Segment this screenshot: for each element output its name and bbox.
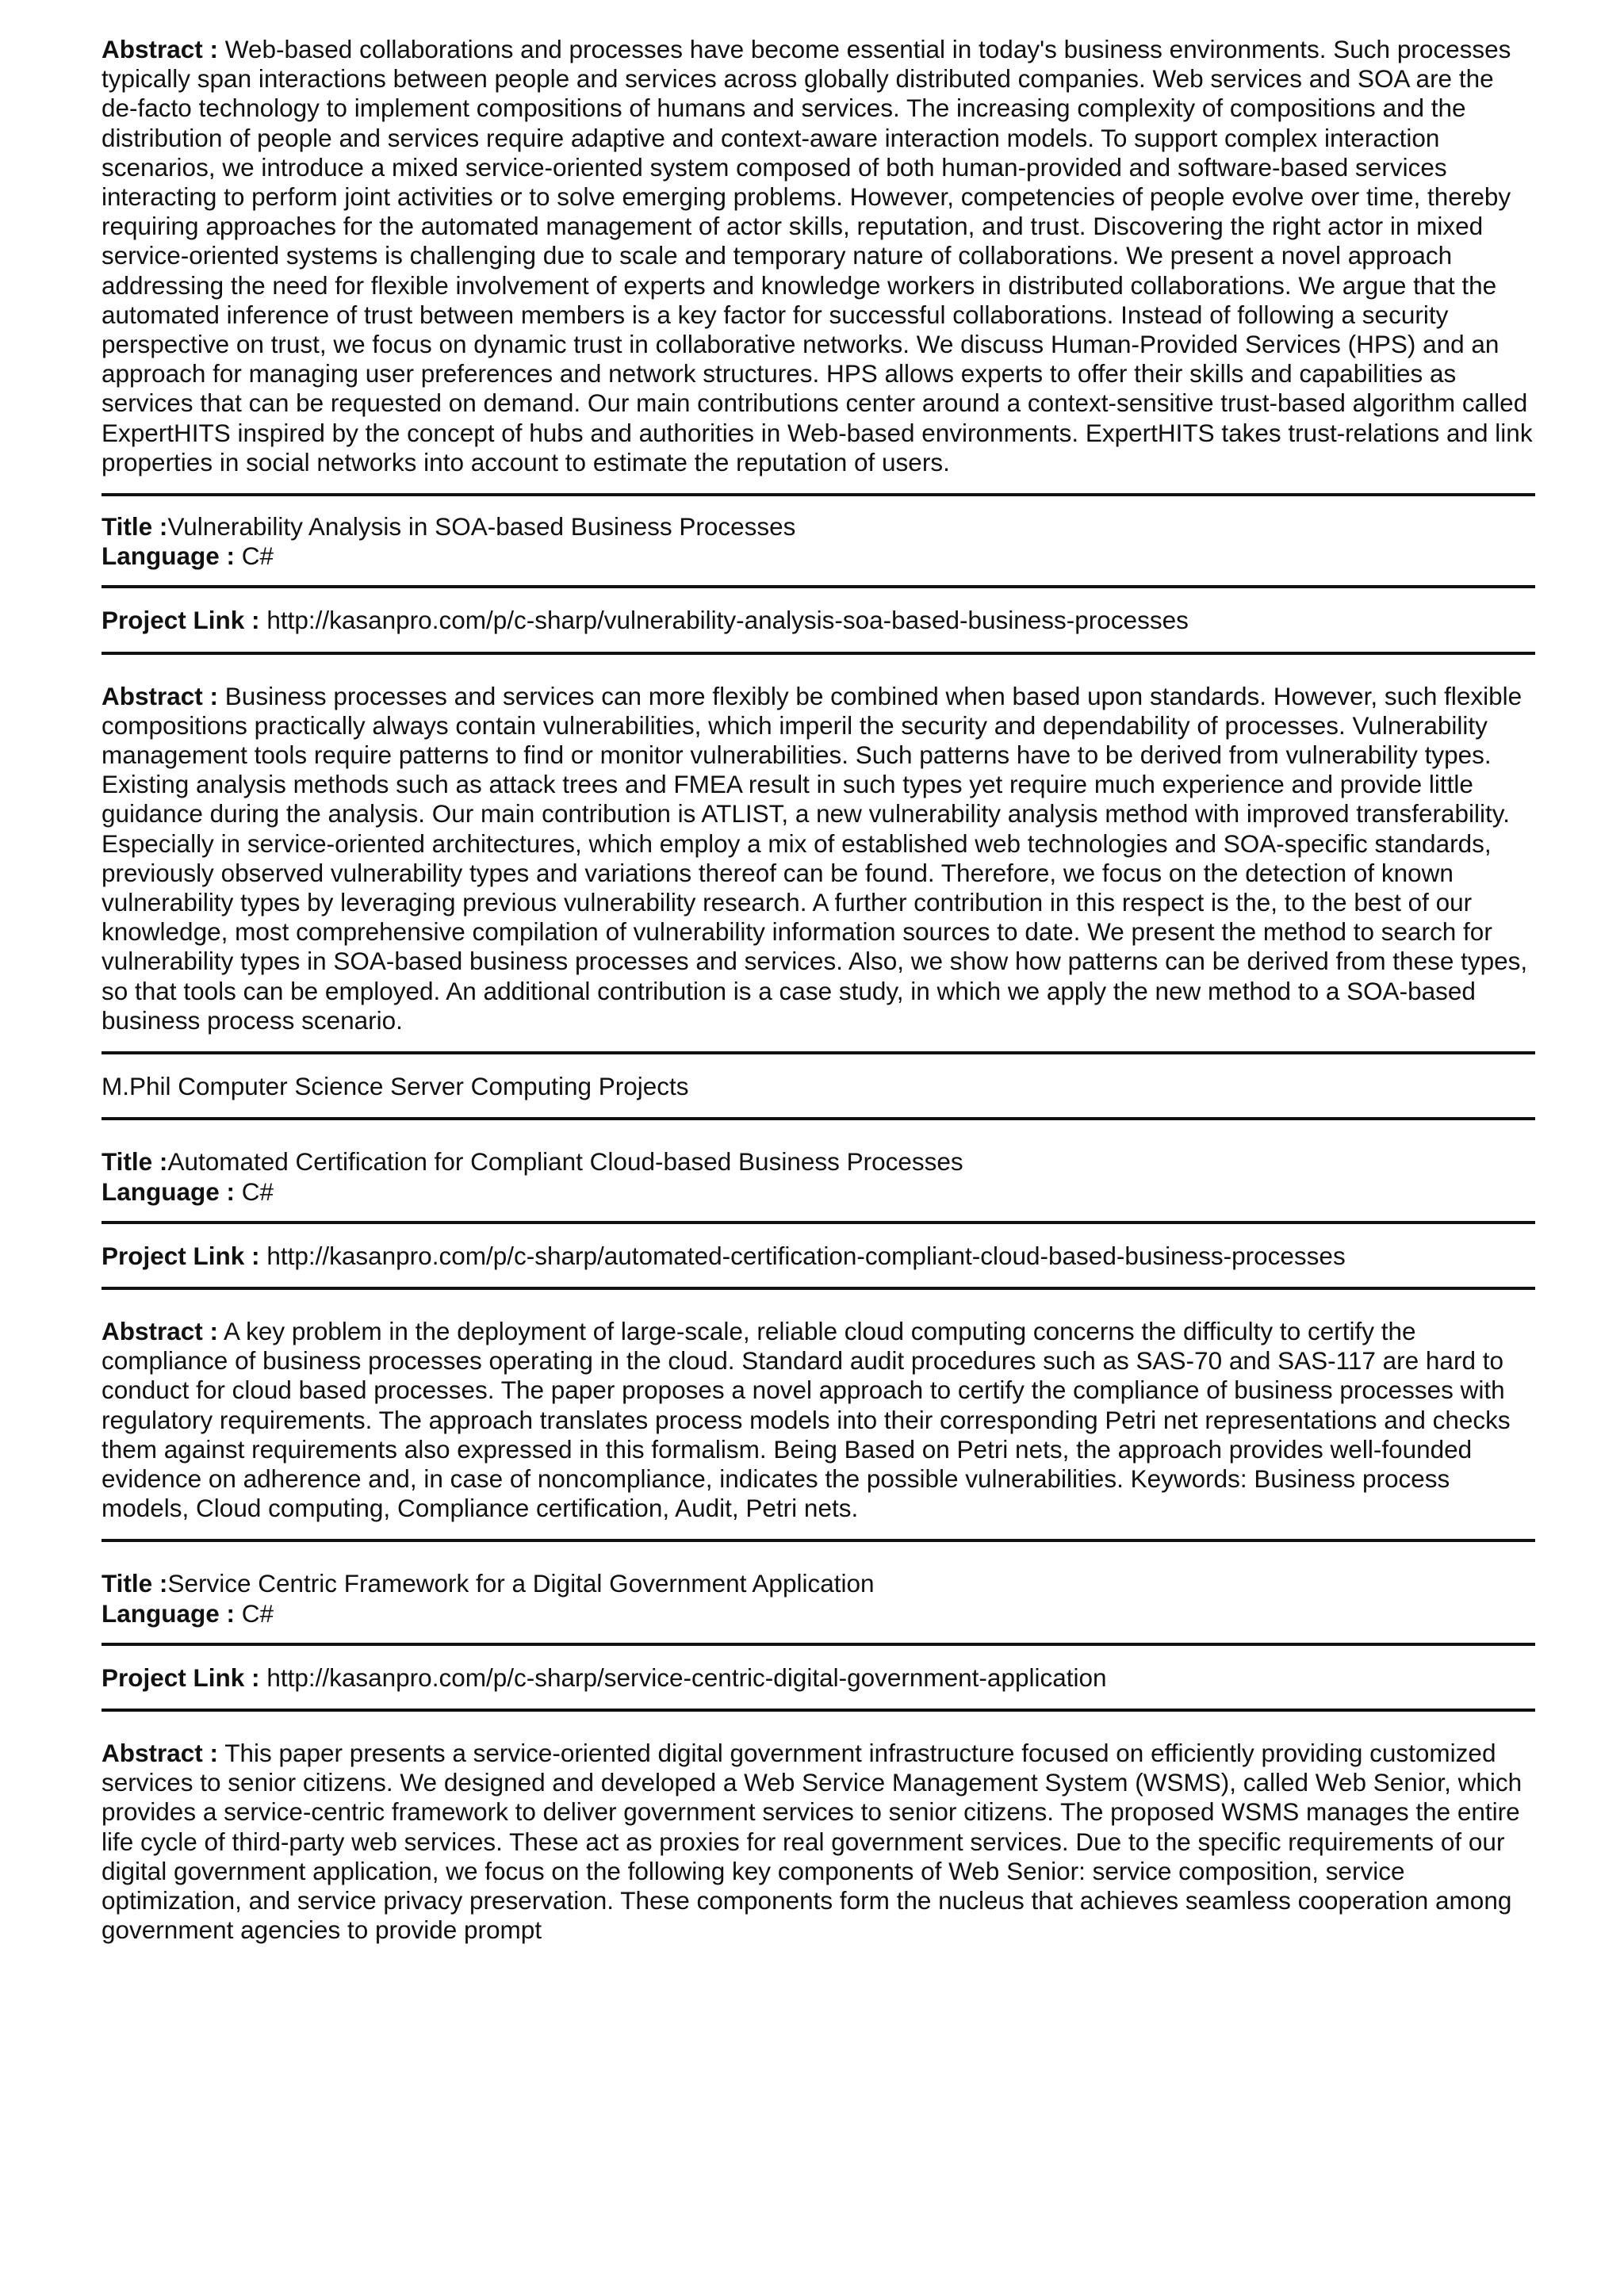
language-label: Language : bbox=[102, 541, 236, 571]
project-link-block bbox=[102, 1224, 1535, 1287]
abstract-text: Business processes and services can more flexibly be combined when based upon standards. However, such flexible compositions practically always contain vulnerabilities, which imperil the security and dependability of processes. Vulnerability management tools require patterns to find or monitor vulnerabilities. Such patterns have to be derived from vulnerability types. Existing analysis methods such as attack trees and FMEA result in such types yet require much experience and provide little guidance during the analysis. Our main contribution is ATLIST, a new vulnerability analysis method with improved transferability. Especially in service-oriented architectures, which employ a mix of established web technologies and SOA-specific standards, previously observed vulnerability types and variations thereof can be found. Therefore, we focus on the detection of known vulnerability types by leveraging previous vulnerability research. A further contribution in this respect is the, to the best of our knowledge, most comprehensive compilation of vulnerability information sources to date. We present the method to search for vulnerability types in SOA-based business processes and services. Also, we show how patterns can be derived from these types, so that tools can be employed. An additional contribution is a case study, in which we apply the new method to a SOA-based business process scenario. bbox=[102, 681, 1528, 1035]
title-label: Title : bbox=[102, 512, 168, 541]
abstract-label: Abstract : bbox=[102, 1316, 219, 1345]
title-label: Title : bbox=[102, 1147, 168, 1177]
abstract-block bbox=[102, 35, 1535, 493]
abstract-paragraph bbox=[102, 1739, 1535, 1945]
project-title: Vulnerability Analysis in SOA-based Business Processes bbox=[167, 512, 796, 541]
abstract-label: Abstract : bbox=[102, 1738, 219, 1767]
abstract-text: A key problem in the deployment of large-scale, reliable cloud computing concerns the difficulty to certify the compliance of business processes operating in the cloud. Standard audit procedures such as SAS-70 and SAS-117 are hard to conduct for cloud based processes. The paper proposes a novel approach to certify the compliance of business processes with regulatory requirements. The approach translates process models into their corresponding Petri net representations and checks them against requirements also expressed in this formalism. Being Based on Petri nets, the approach provides well-founded evidence on adherence and, in case of noncompliance, indicates the possible vulnerabilities. Keywords: Business process models, Cloud computing, Compliance certification, Audit, Petri nets. bbox=[102, 1316, 1511, 1523]
language-label: Language : bbox=[102, 1177, 236, 1206]
title-label: Title : bbox=[102, 1569, 168, 1598]
project-link-line bbox=[102, 606, 1535, 635]
category-heading: M.Phil Computer Science Server Computing Projects bbox=[102, 1072, 689, 1101]
project-link-line bbox=[102, 1663, 1535, 1693]
abstract-block bbox=[102, 1290, 1535, 1539]
project-link-block bbox=[102, 1646, 1535, 1709]
project-link[interactable]: http://kasanpro.com/p/c-sharp/service-centric-digital-government-application bbox=[266, 1663, 1107, 1692]
language-label: Language : bbox=[102, 1598, 236, 1628]
project-header bbox=[102, 1120, 1535, 1220]
project-language-line bbox=[102, 1177, 1535, 1207]
project-title-line bbox=[102, 1569, 1535, 1598]
project-title: Service Centric Framework for a Digital Government Application bbox=[167, 1569, 875, 1598]
project-title-line bbox=[102, 512, 1535, 541]
project-language: C# bbox=[241, 1598, 274, 1628]
project-link-label: Project Link : bbox=[102, 1663, 260, 1692]
category-block bbox=[102, 1054, 1535, 1117]
project-header bbox=[102, 1542, 1535, 1642]
project-link[interactable]: http://kasanpro.com/p/c-sharp/automated-certification-compliant-cloud-based-business-processes bbox=[266, 1241, 1346, 1270]
project-link-label: Project Link : bbox=[102, 1241, 260, 1270]
abstract-label: Abstract : bbox=[102, 35, 219, 63]
abstract-paragraph bbox=[102, 1317, 1535, 1523]
project-link[interactable]: http://kasanpro.com/p/c-sharp/vulnerability-analysis-soa-based-business-processes bbox=[266, 606, 1189, 635]
project-title-line bbox=[102, 1147, 1535, 1177]
abstract-text: Web-based collaborations and processes have become essential in today's business environments. Such processes typically span interactions between people and services across globally distributed companies. Web services and SOA are the de-facto technology to implement compositions of humans and services. The increasing complexity of compositions and the distribution of people and services require adaptive and context-aware interaction models. To support complex interaction scenarios, we introduce a mixed service-oriented system composed of both human-provided and software-based services interacting to perform joint activities or to solve emerging problems. However, competencies of people evolve over time, thereby requiring approaches for the automated management of actor skills, reputation, and trust. Discovering the right actor in mixed service-oriented systems is challenging due to scale and temporary nature of collaborations. We present a novel approach addressing the need for flexible involvement of experts and knowledge workers in distributed collaborations. We argue that the automated inference of trust between members is a key factor for successful collaborations. Instead of following a security perspective on trust, we focus on dynamic trust in collaborative networks. We discuss Human-Provided Services (HPS) and an approach for managing user preferences and network structures. HPS allows experts to offer their skills and capabilities as services that can be requested on demand. Our main contributions center around a context-sensitive trust-based algorithm called ExpertHITS inspired by the concept of hubs and authorities in Web-based environments. ExpertHITS takes trust-relations and link properties in social networks into account to estimate the reputation of users. bbox=[102, 35, 1533, 476]
project-language: C# bbox=[241, 1177, 274, 1206]
project-header bbox=[102, 496, 1535, 585]
project-title: Automated Certification for Compliant Cloud-based Business Processes bbox=[167, 1147, 963, 1177]
abstract-paragraph bbox=[102, 682, 1535, 1035]
project-link-line bbox=[102, 1242, 1535, 1271]
project-link-block bbox=[102, 588, 1535, 651]
abstract-label: Abstract : bbox=[102, 681, 219, 710]
abstract-block bbox=[102, 1712, 1535, 1961]
project-link-label: Project Link : bbox=[102, 606, 260, 635]
abstract-text: This paper presents a service-oriented digital government infrastructure focused on efficiently providing customized services to senior citizens. We designed and developed a Web Service Management System (WSMS), called Web Senior, which provides a service-centric framework to deliver government services to senior citizens. The proposed WSMS manages the entire life cycle of third-party web services. These act as proxies for real government services. Due to the specific requirements of our digital government application, we focus on the following key components of Web Senior: service composition, service optimization, and service privacy preservation. These components form the nucleus that achieves seamless cooperation among government agencies to provide prompt bbox=[102, 1738, 1522, 1945]
project-language-line bbox=[102, 541, 1535, 571]
abstract-block bbox=[102, 655, 1535, 1051]
project-language: C# bbox=[241, 541, 274, 571]
abstract-paragraph bbox=[102, 35, 1535, 477]
project-language-line bbox=[102, 1599, 1535, 1628]
